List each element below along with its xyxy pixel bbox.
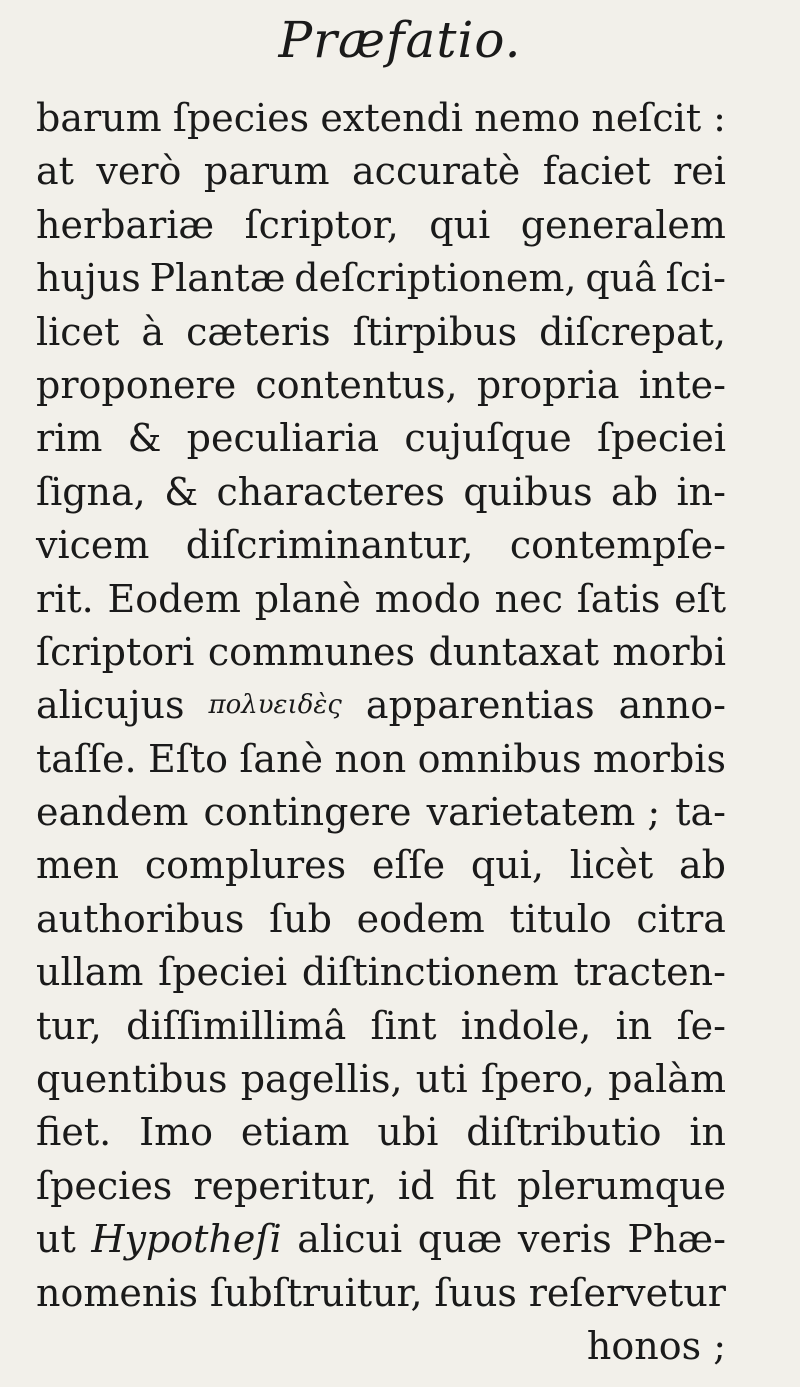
word: qui — [429, 202, 491, 247]
word: extendi — [320, 96, 464, 140]
word: omnibus — [417, 736, 582, 781]
word: characteres — [216, 469, 445, 514]
word: communes — [207, 629, 416, 674]
word: reperitur, — [193, 1163, 377, 1208]
word: ſpeciei — [597, 416, 726, 461]
word: morbi — [612, 629, 726, 674]
text-line — [36, 199, 726, 252]
word: ſanè — [239, 736, 324, 781]
word: parum — [203, 149, 330, 194]
word: Eſto — [148, 736, 228, 781]
word: plerumque — [517, 1163, 726, 1208]
word: barum — [36, 96, 162, 140]
word: ſcriptor, — [244, 202, 399, 247]
word: quentibus — [36, 1057, 228, 1102]
word: ſuus — [434, 1270, 517, 1315]
word: rit. — [36, 576, 94, 621]
word: rei — [673, 149, 726, 194]
word: diſcriminantur, — [185, 523, 474, 568]
word: & — [164, 469, 199, 514]
word: à — [141, 309, 165, 354]
word: ſatis — [576, 576, 661, 621]
word: diſtinctionem — [301, 950, 559, 995]
word: quâ — [585, 256, 657, 301]
word: tracten- — [573, 950, 726, 995]
text-line — [36, 1106, 726, 1159]
text-line — [36, 679, 726, 732]
word: fit — [455, 1163, 497, 1208]
word: uti — [415, 1057, 468, 1102]
word: planè — [254, 576, 361, 621]
text-line — [36, 306, 726, 359]
word: in — [689, 1110, 726, 1155]
text-line — [36, 1160, 726, 1213]
running-head: Præfatio. — [278, 11, 522, 69]
word: palàm — [608, 1057, 726, 1102]
word: licèt — [569, 843, 654, 888]
text-line — [36, 1000, 726, 1053]
text-line — [36, 92, 726, 145]
word: herbariæ — [36, 202, 215, 247]
word: cæteris — [186, 309, 331, 354]
text-line — [36, 145, 726, 198]
word: ſubſtruitur, — [209, 1270, 423, 1315]
word: & — [127, 416, 162, 461]
word: Plantæ — [149, 256, 286, 301]
word: pagellis, — [240, 1057, 403, 1102]
word: proponere — [36, 362, 237, 407]
text-line — [36, 893, 726, 946]
word: ſpecies — [36, 1163, 173, 1208]
word: Imo — [139, 1110, 213, 1155]
word: generalem — [520, 202, 726, 247]
word: contempſe- — [509, 523, 726, 568]
word: indole, — [460, 1003, 592, 1048]
word: ſpecies — [172, 96, 310, 140]
word: inte- — [638, 362, 726, 407]
word: peculiaria — [186, 416, 380, 461]
word: diſſimillimâ — [126, 1003, 347, 1048]
word: varietatem ; — [426, 790, 661, 835]
word: ſint — [370, 1003, 437, 1048]
word: veris — [517, 1217, 612, 1262]
word: apparentias — [365, 683, 595, 728]
word: complures — [144, 843, 347, 888]
word: verò — [96, 149, 182, 194]
word: taſſe. — [36, 736, 137, 781]
word: ſub — [269, 896, 332, 941]
word: eſſe — [371, 843, 446, 888]
word: ab — [611, 469, 659, 514]
word: eſt — [674, 576, 726, 621]
text-line — [36, 626, 726, 679]
word: fiet. — [36, 1110, 112, 1155]
word: in — [615, 1003, 653, 1048]
word: accuratè — [352, 149, 521, 194]
text-line — [36, 786, 726, 839]
word: tur, — [36, 1003, 102, 1048]
word: nomenis — [36, 1270, 199, 1315]
word: hujus — [36, 256, 141, 301]
word: modo — [374, 576, 481, 621]
text-line — [36, 733, 726, 786]
word: reſervetur — [528, 1270, 726, 1315]
word: propria — [476, 362, 620, 407]
word: at — [36, 149, 74, 194]
word: rim — [36, 416, 103, 461]
word: πολυειδὲς — [208, 690, 342, 721]
word: Hypotheſi — [91, 1217, 282, 1262]
word: ſcriptori — [36, 629, 195, 674]
word: morbis — [592, 736, 726, 781]
word: quibus — [463, 469, 593, 514]
word: licet — [36, 309, 120, 354]
word: ſpero, — [480, 1057, 595, 1102]
word: faciet — [542, 149, 651, 194]
text-line — [36, 519, 726, 572]
word: neſcit : — [591, 96, 726, 140]
word: ut — [36, 1217, 76, 1262]
text-line — [36, 359, 726, 412]
word: deſcriptionem, — [294, 256, 577, 301]
word: contentus, — [255, 362, 458, 407]
word: citra — [636, 896, 726, 941]
word: ullam — [36, 950, 144, 995]
catchword-line — [36, 1320, 726, 1373]
word: nec — [494, 576, 563, 621]
word: diſtributio — [466, 1110, 662, 1155]
word: ſtirpibus — [352, 309, 518, 354]
word: contingere — [203, 790, 412, 835]
word: ſci- — [665, 256, 726, 301]
word: ab — [678, 843, 726, 888]
body-text — [36, 92, 726, 1373]
word: non — [334, 736, 407, 781]
word: ſpeciei — [158, 950, 288, 995]
word: authoribus — [36, 896, 245, 941]
word: vicem — [36, 523, 150, 568]
word: etiam — [240, 1110, 350, 1155]
word: duntaxat — [428, 629, 600, 674]
text-line — [36, 466, 726, 519]
word: alicui — [297, 1217, 403, 1262]
word: titulo — [509, 896, 612, 941]
text-line — [36, 1053, 726, 1106]
text-line — [36, 946, 726, 999]
word: in- — [676, 469, 726, 514]
word: ſigna, — [36, 469, 146, 514]
word: diſcrepat, — [539, 309, 726, 354]
word: nemo — [474, 96, 581, 140]
word: quæ — [417, 1217, 503, 1262]
text-line — [36, 412, 726, 465]
word: id — [397, 1163, 435, 1208]
text-line — [36, 839, 726, 892]
text-line — [36, 573, 726, 626]
word: ta- — [675, 790, 726, 835]
word: qui, — [470, 843, 544, 888]
text-line — [36, 1267, 726, 1320]
word: eandem — [36, 790, 189, 835]
word: Phæ- — [627, 1217, 726, 1262]
word: anno- — [618, 683, 726, 728]
text-line — [36, 252, 726, 305]
word: alicujus — [36, 683, 185, 728]
word: eodem — [356, 896, 485, 941]
catchword: honos ; — [586, 1323, 726, 1368]
word: ubi — [377, 1110, 439, 1155]
word: cujuſque — [404, 416, 572, 461]
word: Eodem — [107, 576, 241, 621]
word: ſe- — [676, 1003, 726, 1048]
text-line — [36, 1213, 726, 1266]
word: men — [36, 843, 119, 888]
